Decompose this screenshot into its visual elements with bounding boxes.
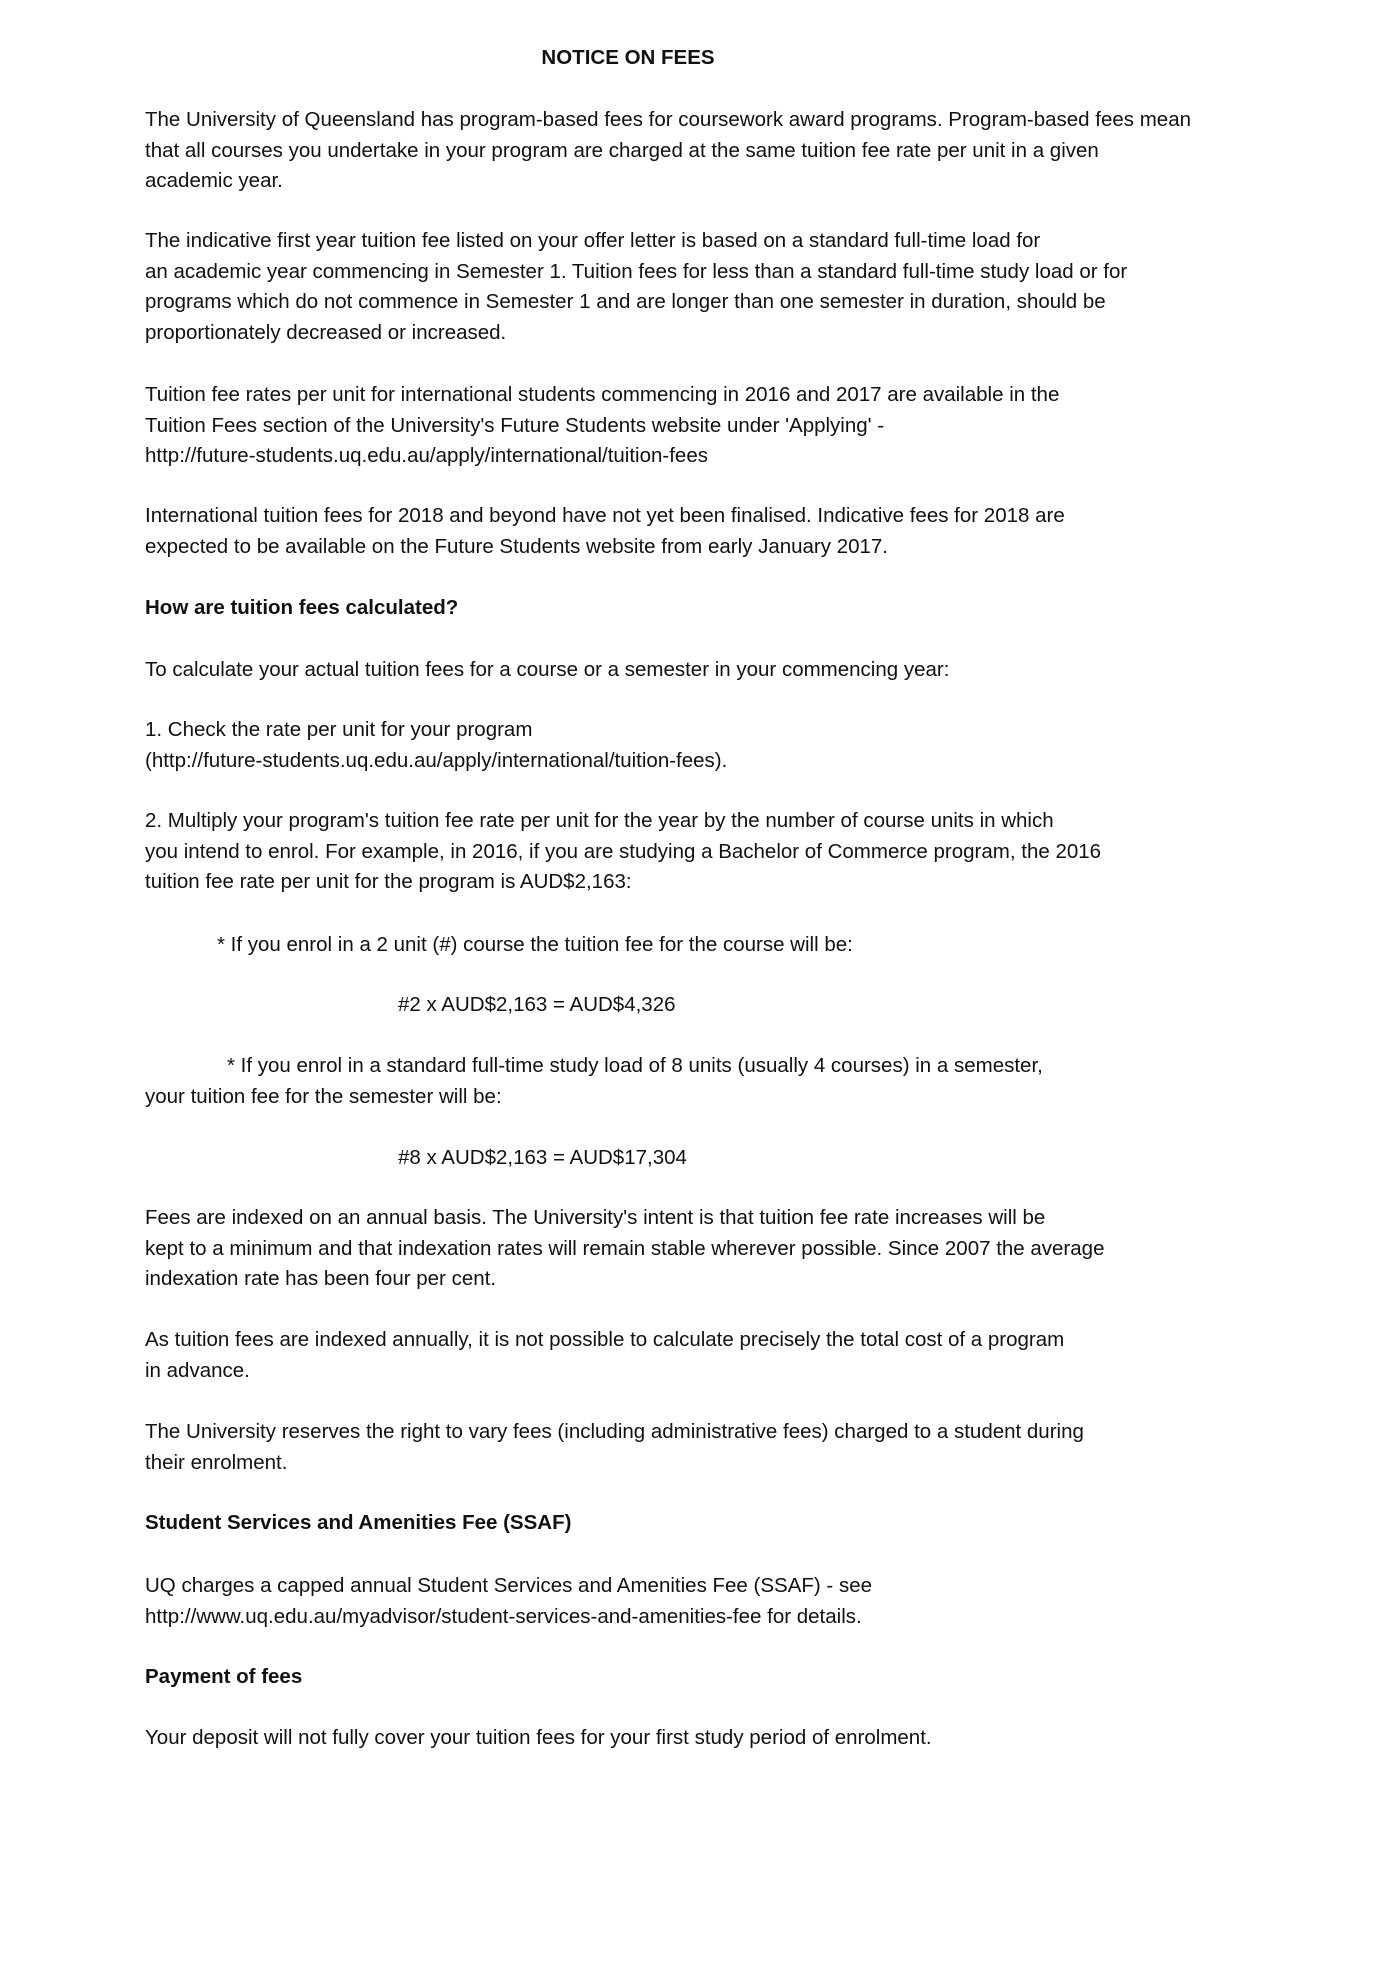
paragraph-ssaf [145, 1571, 1355, 1632]
text-line: As tuition fees are indexed annually, it is not possible to calculate precisely the total cost of a program [145, 1328, 1065, 1351]
heading-calculation: How are tuition fees calculated? [145, 596, 459, 619]
bullet-8-unit [145, 1051, 1355, 1112]
paragraph-indexed-annually [145, 1325, 1355, 1386]
text-line: kept to a minimum and that indexation rates will remain stable wherever possible. Since 2007 the average [145, 1236, 1105, 1260]
paragraph-fee-rates [145, 380, 1355, 472]
paragraph-program-fees [145, 105, 1355, 197]
tuition-fees-url: http://future-students.uq.edu.au/apply/international/tuition-fees [145, 444, 708, 468]
text-line: (http://future-students.uq.edu.au/apply/international/tuition-fees). [145, 748, 728, 772]
text-line: 1. Check the rate per unit for your program [145, 718, 533, 741]
text-line: academic year. [145, 169, 283, 193]
formula-2-unit: #2 x AUD$2,163 = AUD$4,326 [398, 993, 676, 1016]
paragraph-vary-fees [145, 1417, 1355, 1478]
text-line: * If you enrol in a standard full-time study load of 8 units (usually 4 courses) in a semester, [227, 1054, 1043, 1077]
text-line: The University reserves the right to vary fees (including administrative fees) charged to a student during [145, 1420, 1084, 1443]
text-line: programs which do not commence in Semester 1 and are longer than one semester in duration, should be [145, 290, 1106, 314]
paragraph-calculate-intro: To calculate your actual tuition fees for a course or a semester in your commencing year: [145, 658, 950, 681]
text-line: The indicative first year tuition fee listed on your offer letter is based on a standard full-time load for [145, 229, 1041, 252]
text-line: you intend to enrol. For example, in 2016, if you are studying a Bachelor of Commerce program, the 2016 [145, 839, 1102, 863]
step-2 [145, 806, 1355, 898]
text-line: Tuition fee rates per unit for international students commencing in 2016 and 2017 are available in the [145, 383, 1060, 406]
heading-payment: Payment of fees [145, 1665, 303, 1688]
text-line: The University of Queensland has program-based fees for coursework award programs. Program-based fees mean [145, 108, 1191, 131]
text-line: that all courses you undertake in your program are charged at the same tuition fee rate per unit in a given [145, 138, 1099, 162]
text-line: Tuition Fees section of the University's Future Students website under 'Applying' - [145, 413, 885, 437]
formula-8-unit: #8 x AUD$2,163 = AUD$17,304 [398, 1146, 687, 1169]
text-line: 2. Multiply your program's tuition fee rate per unit for the year by the number of course units in which [145, 809, 1054, 832]
bullet-2-unit: * If you enrol in a 2 unit (#) course the tuition fee for the course will be: [217, 933, 853, 956]
text-line: expected to be available on the Future Students website from early January 2017. [145, 534, 889, 558]
paragraph-indicative-fee [145, 226, 1355, 348]
text-line: proportionately decreased or increased. [145, 320, 507, 344]
paragraph-2018-fees [145, 501, 1355, 562]
step-1 [145, 715, 1355, 776]
text-line: your tuition fee for the semester will be: [145, 1084, 502, 1108]
text-line: Fees are indexed on an annual basis. The University's intent is that tuition fee rate increases will be [145, 1206, 1046, 1229]
paragraph-deposit: Your deposit will not fully cover your tuition fees for your first study period of enrolment. [145, 1726, 932, 1749]
text-line: International tuition fees for 2018 and beyond have not yet been finalised. Indicative fees for 2018 are [145, 504, 1065, 527]
page-title: NOTICE ON FEES [541, 46, 715, 69]
ssaf-url: http://www.uq.edu.au/myadvisor/student-services-and-amenities-fee for details. [145, 1604, 862, 1628]
text-line: in advance. [145, 1358, 250, 1382]
paragraph-indexation [145, 1203, 1355, 1295]
text-line: their enrolment. [145, 1450, 288, 1474]
text-line: UQ charges a capped annual Student Services and Amenities Fee (SSAF) - see [145, 1574, 872, 1597]
text-line: an academic year commencing in Semester 1. Tuition fees for less than a standard full-time study load or for [145, 259, 1128, 283]
heading-ssaf: Student Services and Amenities Fee (SSAF) [145, 1511, 572, 1534]
text-line: indexation rate has been four per cent. [145, 1267, 497, 1291]
text-line: tuition fee rate per unit for the program is AUD$2,163: [145, 870, 632, 894]
